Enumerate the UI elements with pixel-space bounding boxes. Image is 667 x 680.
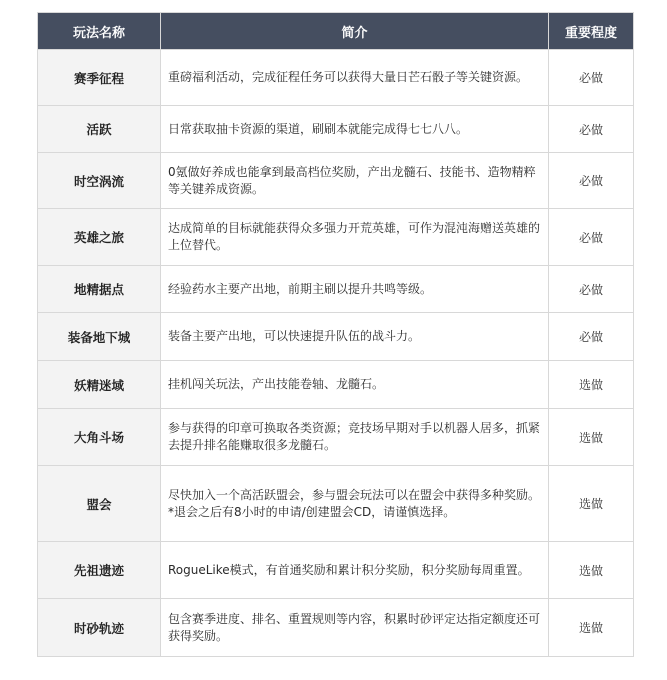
row-name: 赛季征程	[38, 50, 161, 106]
table-row	[38, 209, 634, 266]
row-desc: 包含赛季进度、排名、重置规则等内容，积累时砂评定达指定额度还可获得奖励。	[161, 599, 549, 657]
row-importance: 必做	[549, 50, 634, 106]
row-desc: 参与获得的印章可换取各类资源；竞技场早期对手以机器人居多，抓紧去提升排名能赚取很多龙髓石。	[161, 409, 549, 466]
row-importance: 必做	[549, 266, 634, 313]
row-name: 时空涡流	[38, 153, 161, 209]
header-importance: 重要程度	[549, 13, 634, 50]
table-row	[38, 361, 634, 409]
table-row	[38, 409, 634, 466]
table-row	[38, 153, 634, 209]
row-name: 活跃	[38, 106, 161, 153]
row-importance: 必做	[549, 153, 634, 209]
table-row	[38, 106, 634, 153]
row-desc: 重磅福利活动，完成征程任务可以获得大量日芒石骰子等关键资源。	[161, 50, 549, 106]
header-desc: 简介	[161, 13, 549, 50]
gameplay-table-container	[37, 12, 633, 657]
gameplay-table	[37, 12, 634, 657]
row-desc: 挂机闯关玩法，产出技能卷轴、龙髓石。	[161, 361, 549, 409]
row-importance: 选做	[549, 361, 634, 409]
row-desc: 0氪做好养成也能拿到最高档位奖励，产出龙髓石、技能书、造物精粹等关键养成资源。	[161, 153, 549, 209]
row-importance: 选做	[549, 542, 634, 599]
row-importance: 选做	[549, 466, 634, 542]
header-name: 玩法名称	[38, 13, 161, 50]
row-importance: 选做	[549, 599, 634, 657]
table-row	[38, 466, 634, 542]
row-name: 装备地下城	[38, 313, 161, 361]
row-desc: 达成简单的目标就能获得众多强力开荒英雄，可作为混沌海赠送英雄的上位替代。	[161, 209, 549, 266]
table-row	[38, 266, 634, 313]
row-desc: 装备主要产出地，可以快速提升队伍的战斗力。	[161, 313, 549, 361]
table-row	[38, 50, 634, 106]
table-row	[38, 542, 634, 599]
table-row	[38, 313, 634, 361]
row-name: 地精据点	[38, 266, 161, 313]
row-importance: 选做	[549, 409, 634, 466]
row-name: 妖精迷域	[38, 361, 161, 409]
row-importance: 必做	[549, 313, 634, 361]
row-name: 时砂轨迹	[38, 599, 161, 657]
row-name: 盟会	[38, 466, 161, 542]
row-importance: 必做	[549, 209, 634, 266]
row-desc: 经验药水主要产出地，前期主刷以提升共鸣等级。	[161, 266, 549, 313]
table-row	[38, 599, 634, 657]
header-row	[38, 13, 634, 50]
row-desc: RogueLike模式，有首通奖励和累计积分奖励，积分奖励每周重置。	[161, 542, 549, 599]
table-header	[38, 13, 634, 50]
row-name: 大角斗场	[38, 409, 161, 466]
row-desc: 日常获取抽卡资源的渠道，刷刷本就能完成得七七八八。	[161, 106, 549, 153]
table-body	[38, 50, 634, 657]
row-name: 英雄之旅	[38, 209, 161, 266]
row-desc: 尽快加入一个高活跃盟会，参与盟会玩法可以在盟会中获得多种奖励。 *退会之后有8小时的申请/创建盟会CD，请谨慎选择。	[161, 466, 549, 542]
row-importance: 必做	[549, 106, 634, 153]
row-name: 先祖遗迹	[38, 542, 161, 599]
